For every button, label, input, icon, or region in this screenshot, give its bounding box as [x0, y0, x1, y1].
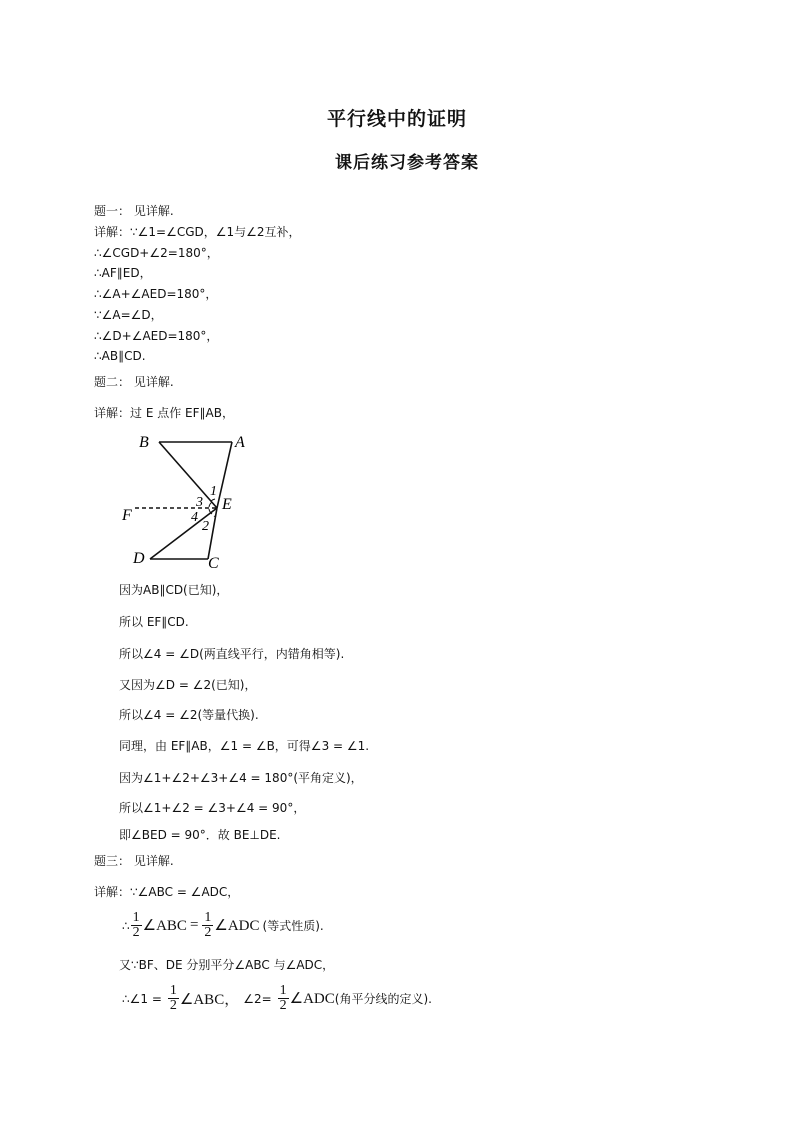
label-f: F — [122, 507, 132, 524]
angle-arc-1 — [211, 499, 215, 501]
eq2-prefix: ∴∠1 = — [122, 991, 162, 1006]
fraction-half: $\frac{1}{2}$ — [169, 983, 177, 1013]
q2-intro: 详解：过 E 点作 EF∥AB， — [94, 406, 234, 420]
eq1-equals: = — [189, 917, 199, 933]
q2-line: 因为AB∥CD(已知)， — [119, 583, 229, 597]
q2-line: 同理，由 EF∥AB，∠1 = ∠B，可得∠3 = ∠1. — [119, 739, 370, 753]
label-b: B — [139, 434, 149, 451]
q2-line: 所以 EF∥CD. — [119, 615, 189, 629]
q2-line: 即∠BED = 90°．故 BE⊥DE. — [119, 828, 281, 842]
segment-be — [159, 442, 217, 508]
page-subtitle: 课后练习参考答案 — [335, 153, 479, 173]
fraction-half: $\frac{1}{2}$ — [132, 910, 140, 940]
label-c: C — [208, 555, 219, 572]
q1-line: 详解：∵∠1=∠CGD，∠1与∠2互补， — [94, 225, 301, 239]
eq2-angle-adc: ∠ADC — [289, 991, 335, 1007]
q3-line-2: 又∵BF、DE 分别平分∠ABC 与∠ADC， — [119, 958, 335, 972]
eq1-angle-abc: ∠ABC — [142, 918, 187, 934]
q3-intro: 详解：∵∠ABC = ∠ADC， — [94, 885, 240, 899]
geometry-figure — [110, 428, 270, 573]
fraction-half: $\frac{1}{2}$ — [279, 983, 287, 1013]
eq1-prefix: ∴ — [122, 918, 130, 933]
eq2-note: (角平分线的定义). — [334, 992, 432, 1006]
q1-line: ∵∠A=∠D， — [94, 308, 163, 322]
q1-line: ∴AF∥ED， — [94, 266, 152, 280]
q2-line: 因为∠1+∠2+∠3+∠4 = 180°(平角定义)， — [119, 771, 363, 785]
q2-heading: 题二： 见详解. — [94, 375, 174, 389]
q2-line: 所以∠4 = ∠D(两直线平行，内错角相等). — [119, 647, 345, 661]
q2-line: 所以∠1+∠2 = ∠3+∠4 = 90°， — [119, 801, 306, 815]
q1-line: ∴∠CGD+∠2=180°， — [94, 246, 219, 260]
eq1-angle-adc: ∠ADC — [214, 918, 260, 934]
eq2-mid: ∠2= — [243, 991, 272, 1006]
q1-line: ∴AB∥CD. — [94, 349, 146, 363]
page-title: 平行线中的证明 — [326, 108, 467, 130]
q1-line: ∴∠D+∠AED=180°， — [94, 329, 219, 343]
label-a: A — [235, 434, 245, 451]
eq1-note: (等式性质). — [262, 919, 324, 933]
q2-line: 又因为∠D = ∠2(已知)， — [119, 678, 257, 692]
label-angle-1: 1 — [210, 484, 217, 499]
fraction-half: $\frac{1}{2}$ — [204, 910, 212, 940]
q1-heading: 题一： 见详解. — [94, 204, 174, 218]
label-angle-2: 2 — [202, 519, 209, 534]
q3-equation-1 — [122, 911, 324, 940]
q3-heading: 题三： 见详解. — [94, 854, 174, 868]
q3-equation-2 — [122, 984, 432, 1013]
label-angle-4: 4 — [191, 510, 198, 525]
label-angle-3: 3 — [196, 495, 203, 510]
eq2-angle-abc: ∠ABC， — [179, 992, 240, 1008]
segment-ec — [208, 508, 217, 559]
angle-arc-3 — [209, 502, 212, 507]
label-d: D — [133, 550, 145, 567]
label-e: E — [222, 496, 232, 513]
q1-line: ∴∠A+∠AED=180°， — [94, 287, 218, 301]
q2-line: 所以∠4 = ∠2(等量代换). — [119, 708, 259, 722]
